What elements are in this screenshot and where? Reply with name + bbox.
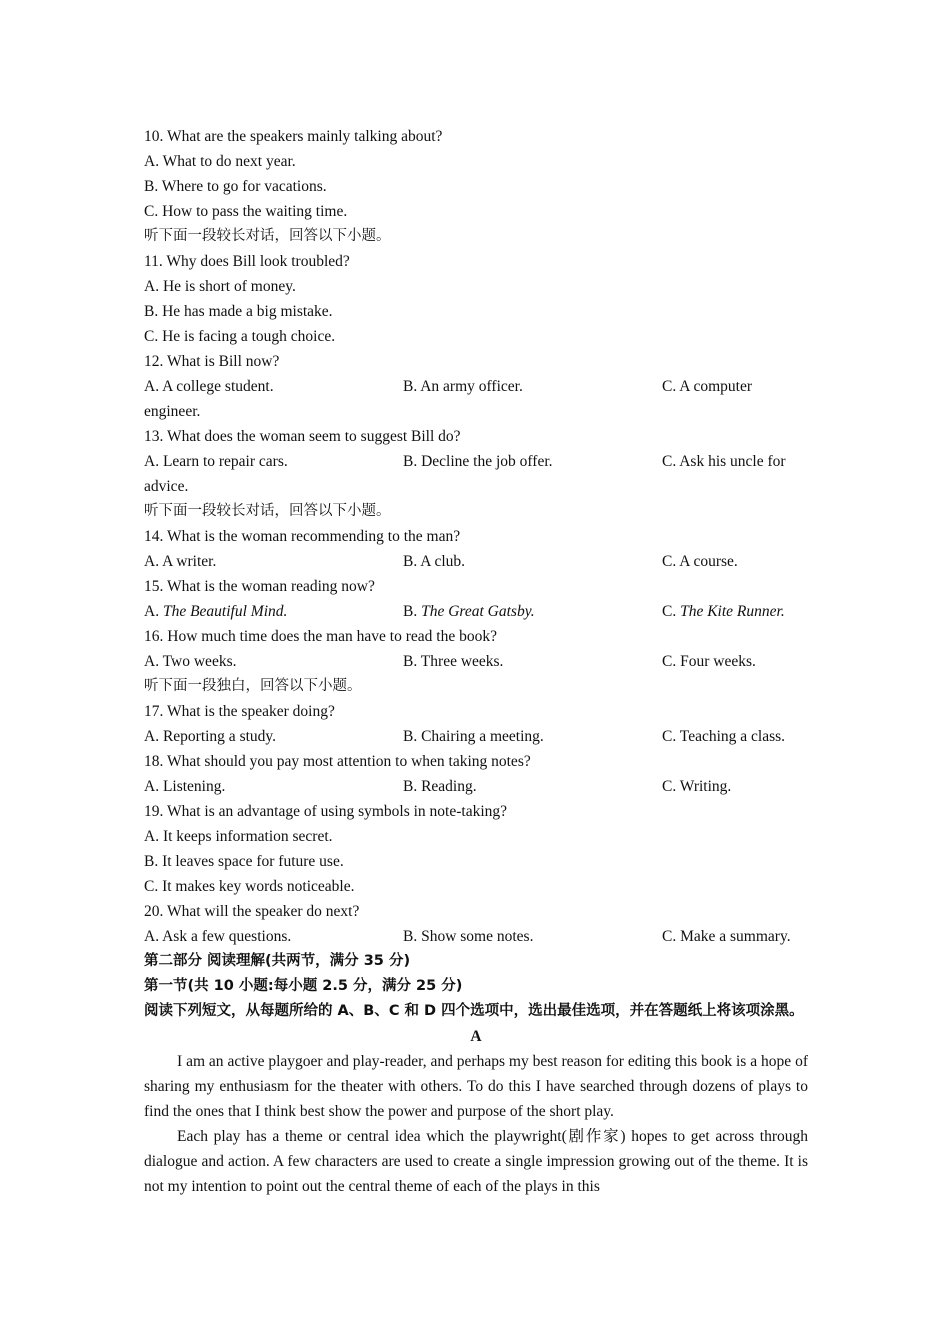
passage-paragraph-2: Each play has a theme or central idea which the playwright(剧作家) hopes to get across through dialogue and action. A few characters are used to create a single impression growing out of the theme. It is not my intention to point out the central theme of each of the plays in this [144, 1128, 808, 1195]
option-15a [144, 599, 287, 624]
question-14: 14. What is the woman recommending to the man? [144, 528, 461, 545]
option-12a: A. A college student. [144, 378, 274, 395]
option-15a-title: The Beautiful Mind. [162, 603, 288, 620]
option-12c-continued: engineer. [144, 403, 201, 420]
option-20c: C. Make a summary. [662, 928, 791, 945]
passage-paragraph-1: I am an active playgoer and play-reader, and perhaps my best reason for editing this book is a hope of sharing my enthusiasm for the theater with others. To do this I have searched through dozens of plays to find the ones that I think best show the power and purpose of the short play. [144, 1053, 808, 1120]
question-18: 18. What should you pay most attention to when taking notes? [144, 753, 531, 770]
options-row-13 [144, 449, 808, 474]
options-row-18 [144, 774, 808, 799]
option-15b-title: The Great Gatsby. [421, 603, 535, 620]
option-15b-prefix: B. [403, 603, 422, 620]
options-row-14 [144, 549, 808, 574]
option-16a: A. Two weeks. [144, 653, 237, 670]
option-15c-title: The Kite Runner. [680, 603, 785, 620]
option-19b: B. It leaves space for future use. [144, 853, 344, 870]
option-14c: C. A course. [662, 553, 738, 570]
question-10: 10. What are the speakers mainly talking about? [144, 128, 443, 145]
question-15: 15. What is the woman reading now? [144, 578, 375, 595]
option-18b: B. Reading. [403, 778, 477, 795]
option-17b: B. Chairing a meeting. [403, 728, 544, 745]
options-row-15 [144, 599, 808, 624]
option-15c [662, 599, 785, 624]
exam-page [144, 124, 808, 1199]
option-14b: B. A club. [403, 553, 466, 570]
option-12b: B. An army officer. [403, 378, 523, 395]
options-row-17 [144, 724, 808, 749]
option-10c: C. How to pass the waiting time. [144, 203, 348, 220]
option-19c: C. It makes key words noticeable. [144, 878, 355, 895]
option-11c: C. He is facing a tough choice. [144, 328, 336, 345]
option-13b: B. Decline the job offer. [403, 453, 553, 470]
option-17c: C. Teaching a class. [662, 728, 786, 745]
option-17a: A. Reporting a study. [144, 728, 277, 745]
option-15b [403, 599, 535, 624]
option-20a: A. Ask a few questions. [144, 928, 292, 945]
option-18a: A. Listening. [144, 778, 226, 795]
question-13: 13. What does the woman seem to suggest Bill do? [144, 428, 461, 445]
option-16c: C. Four weeks. [662, 653, 756, 670]
question-19: 19. What is an advantage of using symbols in note-taking? [144, 803, 508, 820]
option-14a: A. A writer. [144, 553, 217, 570]
option-10a: A. What to do next year. [144, 153, 296, 170]
option-13c-continued: advice. [144, 478, 189, 495]
options-row-12 [144, 374, 808, 399]
subsection-heading: 第一节(共 10 小题:每小题 2.5 分，满分 25 分) [144, 978, 463, 994]
question-20: 20. What will the speaker do next? [144, 903, 360, 920]
option-16b: B. Three weeks. [403, 653, 504, 670]
question-16: 16. How much time does the man have to read the book? [144, 628, 497, 645]
option-11a: A. He is short of money. [144, 278, 296, 295]
listening-instruction-3: 听下面一段独白，回答以下小题。 [144, 678, 362, 694]
option-19a: A. It keeps information secret. [144, 828, 333, 845]
reading-instruction: 阅读下列短文，从每题所给的 A、B、C 和 D 四个选项中，选出最佳选项，并在答题纸上将该项涂黑。 [144, 1003, 804, 1019]
option-15a-prefix: A. [144, 603, 163, 620]
question-12: 12. What is Bill now? [144, 353, 280, 370]
options-row-20 [144, 924, 808, 949]
question-17: 17. What is the speaker doing? [144, 703, 335, 720]
option-13c: C. Ask his uncle for [662, 453, 786, 470]
passage-label: A [470, 1028, 482, 1045]
section-heading: 第二部分 阅读理解(共两节，满分 35 分) [144, 953, 411, 969]
option-18c: C. Writing. [662, 778, 732, 795]
options-row-16 [144, 649, 808, 674]
option-20b: B. Show some notes. [403, 928, 534, 945]
option-12c: C. A computer [662, 378, 752, 395]
listening-instruction-2: 听下面一段较长对话，回答以下小题。 [144, 503, 391, 519]
option-15c-prefix: C. [662, 603, 681, 620]
question-11: 11. Why does Bill look troubled? [144, 253, 350, 270]
listening-instruction-1: 听下面一段较长对话，回答以下小题。 [144, 228, 391, 244]
option-11b: B. He has made a big mistake. [144, 303, 333, 320]
option-13a: A. Learn to repair cars. [144, 453, 288, 470]
option-10b: B. Where to go for vacations. [144, 178, 327, 195]
